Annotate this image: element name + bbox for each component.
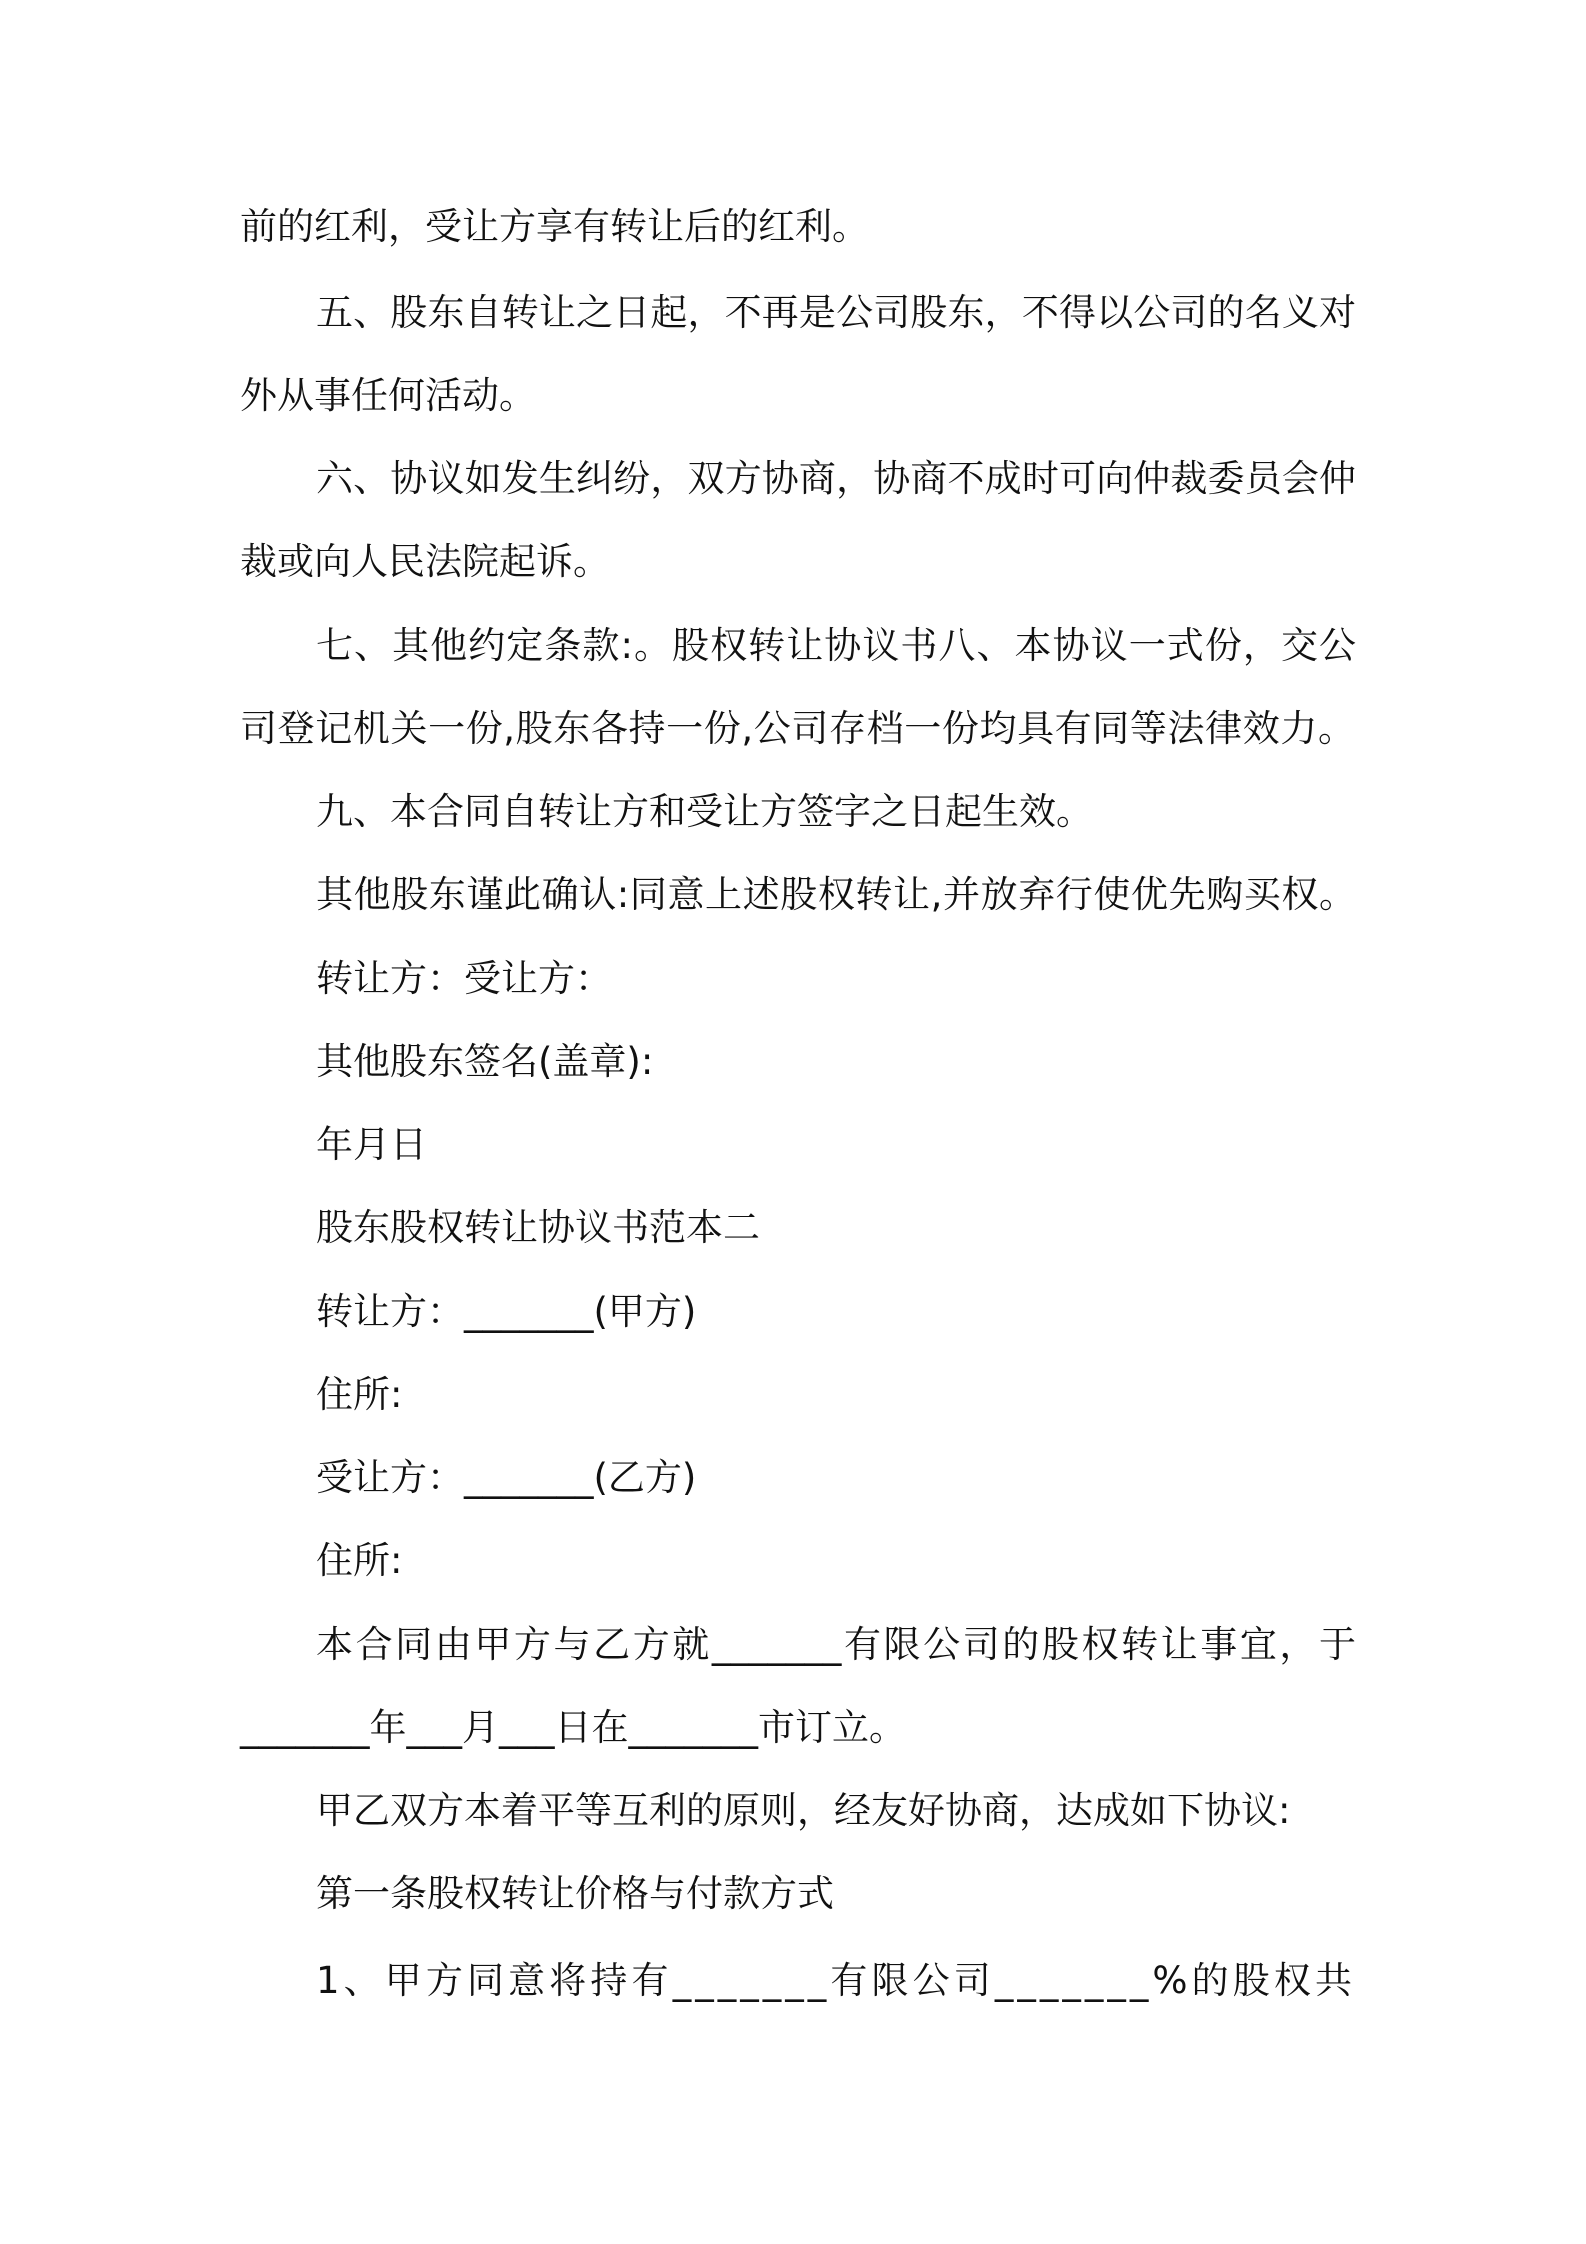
section-title: 股东股权转让协议书范本二 bbox=[316, 1206, 760, 1249]
text-line-10: 转让方：受让方： bbox=[316, 957, 612, 1000]
transferee-address-line: 住所: bbox=[316, 1539, 403, 1582]
text-line-5: 裁或向人民法院起诉。 bbox=[240, 540, 610, 583]
text-line-2: 五、股东自转让之日起，不再是公司股东，不得以公司的名义对 bbox=[316, 291, 1356, 334]
text-line-3: 外从事任何活动。 bbox=[240, 374, 536, 417]
text-line-18: 本合同由甲方与乙方就_______有限公司的股权转让事宜，于 bbox=[316, 1623, 1356, 1666]
text-line-19: _______年___月___日在_______市订立。 bbox=[240, 1706, 906, 1749]
article-title: 第一条股权转让价格与付款方式 bbox=[316, 1872, 834, 1915]
text-line-22: 1、甲方同意将持有_______有限公司_______%的股权共 bbox=[316, 1959, 1356, 2002]
text-line-12: 年月日 bbox=[316, 1123, 427, 1166]
text-line-8: 九、本合同自转让方和受让方签字之日起生效。 bbox=[316, 790, 1093, 833]
text-line-6: 七、其他约定条款:。股权转让协议书八、本协议一式份，交公 bbox=[316, 624, 1356, 667]
transferor-line: 转让方：_______(甲方) bbox=[316, 1290, 697, 1333]
text-line-4: 六、协议如发生纠纷，双方协商，协商不成时可向仲裁委员会仲 bbox=[316, 457, 1356, 500]
transferee-line: 受让方：_______(乙方) bbox=[316, 1456, 697, 1499]
text-line-11: 其他股东签名(盖章): bbox=[316, 1040, 654, 1083]
text-line-7: 司登记机关一份,股东各持一份,公司存档一份均具有同等法律效力。 bbox=[240, 707, 1355, 750]
text-line-1: 前的红利，受让方享有转让后的红利。 bbox=[240, 205, 869, 248]
text-line-20: 甲乙双方本着平等互利的原则，经友好协商，达成如下协议: bbox=[316, 1789, 1291, 1832]
text-line-9: 其他股东谨此确认:同意上述股权转让,并放弃行使优先购买权。 bbox=[316, 873, 1356, 916]
transferor-address-line: 住所: bbox=[316, 1373, 403, 1416]
